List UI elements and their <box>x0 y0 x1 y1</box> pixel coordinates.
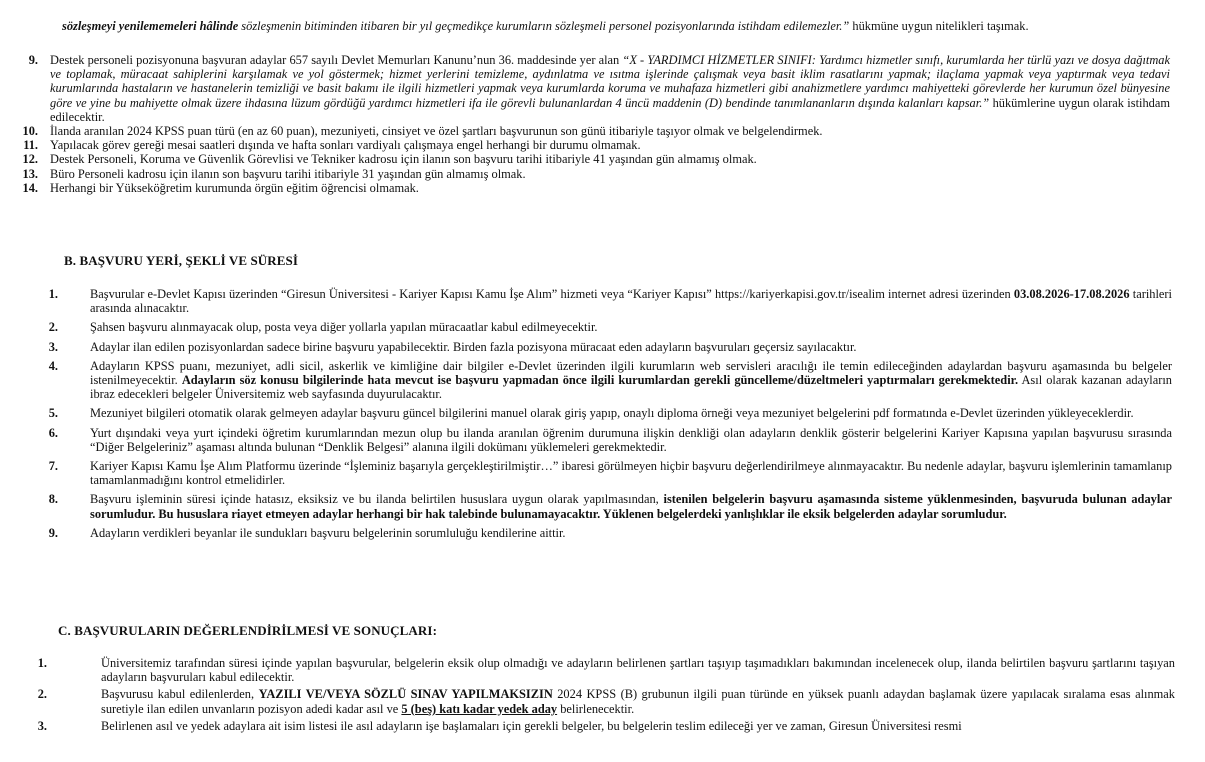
item-text <box>50 167 1170 181</box>
requirements-list <box>0 53 1205 195</box>
item-text <box>90 340 1172 354</box>
item-text <box>50 152 1170 166</box>
item-number: 5. <box>48 406 58 421</box>
item-text-run: Belirlenen asıl ve yedek adaylara ait isim listesi ile asıl adayların işe başlamaları için gerekli belgeler, bu belgelerin teslim edileceği yer ve zaman, Giresun Üniversitesi resmi <box>101 718 962 733</box>
item-text <box>90 359 1172 402</box>
item-text-run: Adayların verdikleri beyanlar ile sundukları başvuru belgelerinin sorumluluğu kendilerine aittir. <box>90 525 566 540</box>
item-text <box>101 656 1175 684</box>
item-text-run: Başvuru işleminin süresi içinde hatasız, eksiksiz ve bu ilanda belirtilen hususlara uygun olarak yapılmasından, <box>90 492 664 507</box>
list-item <box>0 426 1205 454</box>
list-item <box>0 287 1205 315</box>
lead-tail: hükmüne uygun nitelikleri taşımak. <box>849 19 1029 33</box>
list-item <box>0 406 1205 420</box>
item-text <box>90 492 1172 520</box>
item-text-run: Yurt dışındaki veya yurt içindeki öğretim kurumlarından mezun olup bu ilanda aranılan öğrenim durumuna ilişkin denkliği olan adayların denklik gösterir belgelerini Kariyer Kapısına yapılan başvurusu sırasında “Diğer Belgeleriniz” aşaması altında bulunan “Denklik Belgesi” alanına ilgili dokümanı yüklemeleri gerekmektedir. <box>90 425 1172 454</box>
list-item <box>0 152 1205 166</box>
item-text <box>90 459 1172 487</box>
item-number: 2. <box>48 320 58 335</box>
item-text <box>50 124 1170 138</box>
item-number: 13. <box>22 166 38 181</box>
item-text-run: tarihleri arasında alınacaktır. <box>90 287 1172 316</box>
item-text <box>90 406 1172 420</box>
item-number: 11. <box>23 138 38 153</box>
item-number: 1. <box>48 287 58 301</box>
section-c-heading: C. BAŞVURULARIN DEĞERLENDİRİLMESİ VE SONUÇLARI: <box>58 623 437 638</box>
item-text <box>90 526 1172 540</box>
item-text-run: Büro Personeli kadrosu için ilanın son başvuru tarihi itibariyle 31 yaşından gün almamış olmak. <box>50 166 526 181</box>
list-item <box>0 687 1205 715</box>
lead-italic: sözleşmenin bitiminden itibaren bir yıl geçmedikçe kurumların sözleşmeli personel pozisyonlarında istihdam edilemezler.” <box>238 19 850 33</box>
list-item <box>0 719 1205 733</box>
list-item <box>0 320 1205 334</box>
item-text-run: Kariyer Kapısı Kamu İşe Alım Platformu üzerinde “İşleminiz başarıyla gerçekleştirilmiştir…” ibaresi görülmeyen hiçbir başvuru değerlendirilmeye alınmayacaktır. Bu nedenle adaylar, başvuru işlemlerinin tamamlanıp tamamlanmadığını kontrol etmelidirler. <box>90 459 1172 488</box>
item-text-run: Adayların KPSS puanı, mezuniyet, adli sicil, askerlik ve kimliğine dair bilgiler e-Devlet üzerinden ilgili kurumların web servisleri aracılığı ile temin edileceğinden adaylardan başvuru aşamasında bu belgeler istenilmeyecektir. <box>90 358 1172 388</box>
application-list <box>0 287 1205 545</box>
item-number: 14. <box>22 180 38 195</box>
item-text-run: Destek Personeli, Koruma ve Güvenlik Görevlisi ve Tekniker kadrosu için ilanın son başvuru tarihi itibariyle 41 yaşından gün almamış olmak. <box>50 152 757 167</box>
item-text-run: YAZILI VE/VEYA SÖZLÜ SINAV YAPILMAKSIZIN <box>258 687 553 702</box>
list-item <box>0 492 1205 520</box>
list-item <box>0 459 1205 487</box>
item-number: 8. <box>48 492 58 507</box>
item-number: 9. <box>28 53 38 67</box>
item-text <box>50 138 1170 152</box>
item-text <box>101 687 1175 715</box>
list-item <box>0 138 1205 152</box>
item-text-run: Yapılacak görev gereği mesai saatleri dışında ve hafta sonları vardiyalı çalışmaya engel herhangi bir durumu olmamak. <box>50 138 641 153</box>
item-number: 4. <box>48 358 58 373</box>
item-text <box>50 53 1170 124</box>
item-text-run: Başvurular e-Devlet Kapısı üzerinden “Giresun Üniversitesi - Kariyer Kapısı Kamu İşe Alım” hizmeti veya “Kariyer Kapısı” https://kariyerkapisi.gov.tr/isealim internet adresi üzerinden <box>90 287 1014 301</box>
item-text <box>50 181 1170 195</box>
item-number: 6. <box>48 425 58 440</box>
item-number: 3. <box>48 339 58 354</box>
item-text-run: İlanda aranılan 2024 KPSS puan türü (en az 60 puan), mezuniyeti, cinsiyet ve özel şartları başvurunun son günü itibariyle taşıyor olmak ve belgelendirmek. <box>50 124 823 139</box>
lead-emphasis: sözleşmeyi yenilememeleri hâlinde <box>62 19 239 33</box>
item-text-run: “X - YARDIMCI HİZMETLER SINIFI: Yardımcı hizmetler sınıfı, kurumlarda her türlü yazı ve dosya dağıtmak ve toplamak, müracaat sahiplerini karşılamak ve yol göstermek; hizmet yerlerini temizleme, aydınlatma ve ısıtma işlerinde çalışmak veya basit iklim rasatlarını yapmak; ilaçlama yapmak veya yaptırmak veya tedavi kurumlarında hastaların ve hastanelerin temizliği ve basit bakımı ile ilgili hizmetleri yapmak veya kurumlarda koruma ve muhafaza hizmetleri gibi anahizmetlere yardımcı mahiyetteki görevlerde her kurumun özel bünyesine göre ve yine bu mahiyette olmak üzere ihdasına lüzum gördüğü yardımcı hizmetleri ifa ile görevli bulunanlardan 4 üncü maddenin (D) bendinde tanımlananların dışında kalanları kapsar.” <box>50 53 1170 110</box>
list-item <box>0 340 1205 354</box>
item-text-run: hükümlerine uygun olarak istihdam edilecektir. <box>50 95 1170 124</box>
evaluation-list <box>0 656 1205 736</box>
list-item <box>0 526 1205 540</box>
item-text-run: belirlenecektir. <box>557 701 635 716</box>
list-item <box>0 124 1205 138</box>
list-item <box>0 53 1205 124</box>
item-text-run: Destek personeli pozisyonuna başvuran adaylar 657 sayılı Devlet Memurları Kanunu’nun 36. maddesinde yer alan <box>50 53 623 67</box>
item-number: 1. <box>37 656 47 670</box>
item-text-run: Asıl olarak kazanan adayların ibraz edecekleri belgeler Üniversitemiz web sayfasında duyurulacaktır. <box>90 373 1172 402</box>
item-text-run: 5 (beş) katı kadar yedek aday <box>401 701 558 716</box>
item-number: 10. <box>22 124 38 139</box>
item-text-run: 03.08.2026-17.08.2026 <box>1013 287 1130 301</box>
item-text-run: Adaylar ilan edilen pozisyonlardan sadece birine başvuru yapabilecektir. Birden fazla pozisyona müracaat eden adayların başvuruları geçersiz sayılacaktır. <box>90 339 857 354</box>
item-text <box>90 426 1172 454</box>
item-number: 7. <box>48 459 58 474</box>
list-item <box>0 167 1205 181</box>
lead-paragraph <box>62 19 1182 33</box>
item-text-run: Üniversitemiz tarafından süresi içinde yapılan başvurular, belgelerin eksik olup olmadığı ve adayların belirlenen şartları taşıyıp taşımadıkları bakımından incelenecek olup, ilanda belirtilen başvuru şartlarını taşıyan adayların başvuruları kabul edilecektir. <box>101 656 1175 685</box>
list-item <box>0 181 1205 195</box>
item-number: 12. <box>22 152 38 167</box>
item-number: 2. <box>37 687 47 702</box>
item-text <box>90 320 1172 334</box>
item-text-run: Adayların söz konusu bilgilerinde hata mevcut ise başvuru yapmadan önce ilgili kurumlardan gerekli güncelleme/düzeltmeleri yaptırmaları gerekmektedir. <box>181 373 1019 388</box>
item-text-run: Herhangi bir Yükseköğretim kurumunda örgün eğitim öğrencisi olmamak. <box>50 180 419 195</box>
section-b-heading: B. BAŞVURU YERİ, ŞEKLİ VE SÜRESİ <box>64 253 299 268</box>
item-text <box>90 287 1172 315</box>
list-item <box>0 359 1205 402</box>
list-item <box>0 656 1205 684</box>
item-text-run: Mezuniyet bilgileri otomatik olarak gelmeyen adaylar başvuru güncel bilgilerini manuel olarak giriş yapıp, onaylı diploma örneği veya mezuniyet belgelerini pdf formatında e-Devlet üzerinden yükleyeceklerdir. <box>90 406 1134 421</box>
item-text-run: Başvurusu kabul edilenlerden, <box>101 687 259 702</box>
item-text <box>101 719 1175 733</box>
item-text-run: istenilen belgelerin başvuru aşamasında sisteme yüklenmesinden, başvuruda bulunan adaylar sorumludur. Bu hususlara riayet etmeyen adaylar herhangi bir hak talebinde bulunamayacaktır. Yüklenen belgelerdeki yanlışlıklar ile eksik belgelerden adaylar sorumludur. <box>90 492 1172 521</box>
item-number: 3. <box>37 718 47 733</box>
item-text-run: Şahsen başvuru alınmayacak olup, posta veya diğer yollarla yapılan müracaatlar kabul edilmeyecektir. <box>90 320 598 335</box>
item-text-run: 2024 KPSS (B) grubunun ilgili puan türünde en yüksek puanlı adaydan başlamak üzere yapılacak sıralama esas alınmak suretiyle ilan edilen unvanların pozisyon adedi kadar asıl ve <box>101 687 1176 716</box>
item-number: 9. <box>48 525 58 540</box>
